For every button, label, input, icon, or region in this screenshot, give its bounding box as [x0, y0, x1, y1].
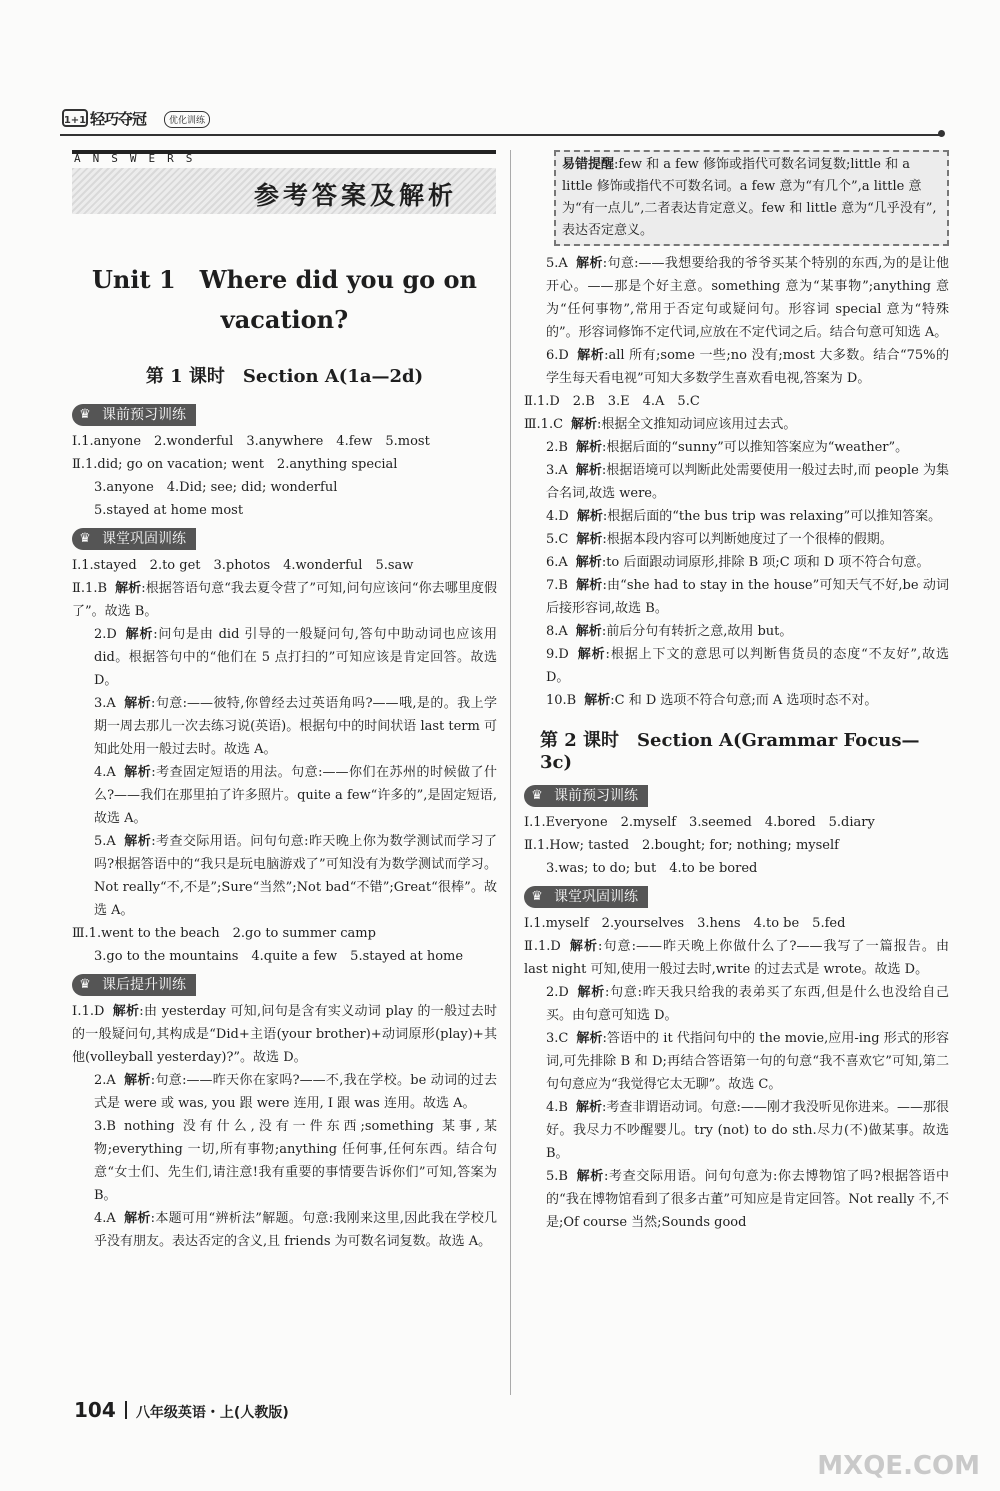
right-column — [524, 150, 949, 1234]
answer-line: Ⅱ.1.did; go on vacation; went 2.anything special — [72, 457, 398, 472]
brand-name: 轻巧夺冠 — [90, 110, 147, 128]
answer-item: 2.B 解析:根据后面的“sunny”可以推知答案应为“weather”。 — [546, 440, 909, 455]
lesson-title: 第 2 课时 Section A(Grammar Focus—3c) — [540, 730, 920, 773]
answer-item: Ⅰ.1.D 解析:由 yesterday 可知,问句是含有实义动词 play 的一般过去时的一般疑问句,其构成是“Did+主语(your brother)+动词原形(play)+其他(volleyball yesterday)?”。故选 D。 — [72, 1004, 497, 1065]
footer-separator — [125, 1401, 127, 1419]
answer-item: 2.A 解析:句意:——昨天你在家吗?——不,我在学校。be 动词的过去式是 were 或 was, you 跟 were 连用, I 跟 was 连用。故选 A。 — [94, 1073, 497, 1111]
section-heading: ♛ 课堂巩固训练 — [524, 886, 949, 908]
crown-icon: ♛ — [72, 528, 98, 550]
crown-icon: ♛ — [72, 404, 98, 426]
answer-item: Ⅲ.1.C 解析:根据全文推知动词应该用过去式。 — [524, 417, 797, 432]
answers-label: ANSWERS — [74, 152, 205, 165]
answer-item: 3.C 解析:答语中的 it 代指问句中的 the movie,应用-ing 形式的形容词,可先排除 B 和 D;再结合答语第一句的句意“我不喜欢它”可知,第二句句意应为“我觉得它太无聊”。故选 C。 — [546, 1031, 949, 1092]
answer-line: Ⅰ.1.stayed 2.to get 3.photos 4.wonderful 5.saw — [72, 558, 414, 573]
crown-icon: ♛ — [524, 785, 550, 807]
answer-line: 3.was; to do; but 4.to be bored — [546, 861, 758, 876]
answer-line: Ⅱ.1.How; tasted 2.bought; for; nothing; myself — [524, 838, 839, 853]
svg-text:1+1: 1+1 — [63, 115, 87, 126]
crown-icon: ♛ — [72, 974, 98, 996]
answer-line: Ⅲ.1.went to the beach 2.go to summer camp — [72, 926, 376, 941]
brand-badge: 优化训练 — [164, 111, 210, 128]
answer-item: 7.B 解析:由“she had to stay in the house”可知天气不好,be 动词后接形容词,故选 B。 — [546, 578, 949, 616]
answer-item: 4.A 解析:考查固定短语的用法。句意:——你们在苏州的时候做了什么?——我们在那里拍了许多照片。quite a few“许多的”,是固定短语,故选 A。 — [94, 765, 497, 826]
answer-line: 3.anyone 4.Did; see; did; wonderful — [94, 480, 338, 495]
answers-banner — [72, 150, 497, 210]
lesson-title: 第 1 课时 Section A(1a—2d) — [145, 366, 424, 387]
section-heading: ♛ 课前预习训练 — [72, 404, 497, 426]
book-title: 八年级英语・上(人教版) — [135, 1405, 289, 1421]
answer-item: 2.D 解析:问句是由 did 引导的一般疑问句,答句中助动词也应该用 did。根据答句中的“他们在 5 点打扫的”可知应该是肯定回答。故选 D。 — [94, 627, 497, 688]
answer-item: 9.D 解析:根据上下文的意思可以判断售货员的态度“不友好”,故选 D。 — [546, 647, 949, 685]
tip-box: 易错提醒:few 和 a few 修饰或指代可数名词复数;little 和 a little 修饰或指代不可数名词。a few 意为“有几个”,a little 意为“有一点儿”,二者表达肯定意义。few 和 little 意为“几乎没有”,表达否定意义。 — [554, 150, 949, 246]
unit-title: Unit 1 Where did you go on vacation? — [92, 265, 477, 334]
answer-item: 3.A 解析:句意:——彼特,你曾经去过英语角吗?——哦,是的。我上学期一周去那儿一次去练习说(英语)。根据句中的时间状语 last term 可知此处用一般过去时。故选 A。 — [94, 696, 497, 757]
answer-item: 3.B nothing 没有什么,没有一件东西;something 某事,某物;everything 一切,所有事物;anything 任何事,任何东西。结合句意“女士们、先生们,请注意!我有重要的事情要告诉你们”可知,答案为 B。 — [94, 1119, 497, 1203]
column-divider — [510, 150, 511, 1395]
answer-line: Ⅱ.1.D 2.B 3.E 4.A 5.C — [524, 394, 700, 409]
left-column — [72, 150, 497, 1253]
answer-line: Ⅰ.1.anyone 2.wonderful 3.anywhere 4.few 5.most — [72, 434, 430, 449]
watermark: MXQE.COM — [817, 1451, 980, 1481]
header-dot — [938, 130, 945, 137]
page-number: 104 — [74, 1398, 116, 1422]
section-heading: ♛ 课后提升训练 — [72, 974, 497, 996]
brand-logo-icon — [62, 106, 88, 130]
answer-item: 4.A 解析:本题可用“辨析法”解题。句意:我刚来这里,因此我在学校几乎没有朋友。表达否定的含义,且 friends 为可数名词复数。故选 A。 — [94, 1211, 497, 1249]
crown-icon: ♛ — [524, 886, 550, 908]
answer-item: 4.B 解析:考查非谓语动词。句意:——刚才我没听见你进来。——那很好。我尽力不吵醒婴儿。try (not) to do sth.尽力(不)做某事。故选 B。 — [546, 1100, 949, 1161]
answer-item: Ⅱ.1.D 解析:句意:——昨天晚上你做什么了?——我写了一篇报告。由 last night 可知,使用一般过去时,write 的过去式是 wrote。故选 D。 — [524, 939, 949, 977]
page-header — [60, 100, 945, 140]
answer-item: 6.D 解析:all 所有;some 一些;no 没有;most 大多数。结合“75%的学生每天看电视”可知大多数学生喜欢看电视,答案为 D。 — [546, 348, 949, 386]
section-heading: ♛ 课堂巩固训练 — [72, 528, 497, 550]
answer-item: 5.A 解析:考查交际用语。问句句意:昨天晚上你为数学测试而学习了吗?根据答语中的“我只是玩电脑游戏了”可知没有为数学测试而学习。Not really“不,不是”;Sure“当然”;Not bad“不错”;Great“很棒”。故选 A。 — [94, 834, 497, 918]
answer-item: 3.A 解析:根据语境可以判断此处需要使用一般过去时,而 people 为集合名词,故选 were。 — [546, 463, 949, 501]
answer-item: 4.D 解析:根据后面的“the bus trip was relaxing”可以推知答案。 — [546, 509, 942, 524]
answer-line: Ⅰ.1.Everyone 2.myself 3.seemed 4.bored 5.diary — [524, 815, 875, 830]
answer-item: 6.A 解析:to 后面跟动词原形,排除 B 项;C 项和 D 项不符合句意。 — [546, 555, 930, 570]
answers-title: 参考答案及解析 — [253, 181, 457, 210]
answer-item: 5.C 解析:根据本段内容可以判断她度过了一个很棒的假期。 — [546, 532, 893, 547]
page-footer — [74, 1398, 289, 1422]
answer-line: 3.go to the mountains 4.quite a few 5.stayed at home — [94, 949, 464, 964]
header-rule — [60, 134, 940, 136]
answer-item: 2.D 解析:句意:昨天我只给我的表弟买了东西,但是什么也没给自己买。由句意可知选 D。 — [546, 985, 949, 1023]
answer-item: Ⅱ.1.B 解析:根据答语句意“我去夏令营了”可知,问句应该问“你去哪里度假了”。故选 B。 — [72, 581, 497, 619]
answer-line: Ⅰ.1.myself 2.yourselves 3.hens 4.to be 5.fed — [524, 916, 846, 931]
answer-item: 5.A 解析:句意:——我想要给我的爷爷买某个特别的东西,为的是让他开心。——那是个好主意。something 意为“某事物”;anything 意为“任何事物”,常用于否定句或疑问句。形容词 special 意为“特殊的”。形容词修饰不定代词,应放在不定代词之后。结合句意可知选 A。 — [546, 256, 949, 340]
answer-item: 8.A 解析:前后分句有转折之意,故用 but。 — [546, 624, 793, 639]
answer-item: 5.B 解析:考查交际用语。问句句意为:你去博物馆了吗?根据答语中的“我在博物馆看到了很多古董”可知应是肯定回答。Not really 不,不是;Of course 当然;Sounds good — [546, 1169, 949, 1230]
answer-item: 10.B 解析:C 和 D 选项不符合句意;而 A 选项时态不对。 — [546, 693, 878, 708]
section-heading: ♛ 课前预习训练 — [524, 785, 949, 807]
answer-line: 5.stayed at home most — [94, 503, 244, 518]
